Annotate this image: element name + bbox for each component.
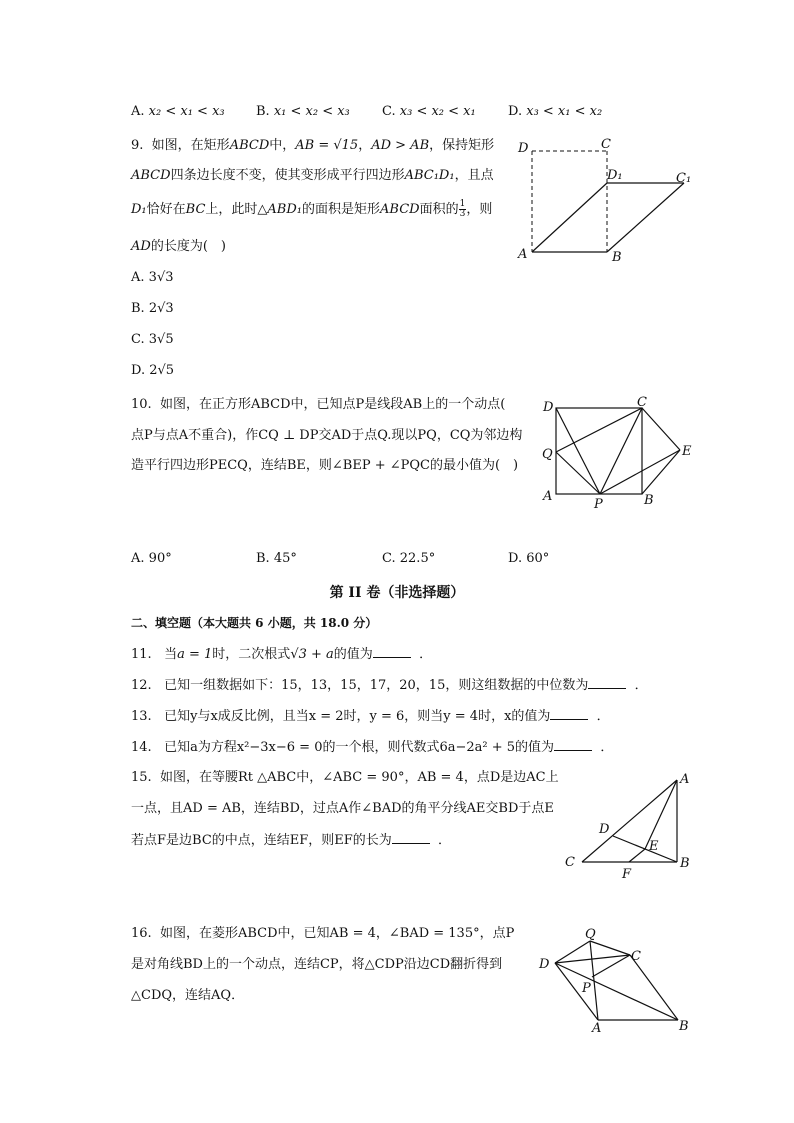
option-text: x₁ < x₂ < x₃ <box>273 104 350 119</box>
edge-cb <box>630 955 678 1020</box>
text: 面积的 <box>419 202 459 217</box>
option-label: A. <box>131 551 145 566</box>
text: 已知y与x成反比例，且当x = 2时，y = 6，则当y = 4时，x的值为 <box>164 709 551 724</box>
math: a = 1 <box>177 647 213 662</box>
option-text: 2√3 <box>148 301 174 316</box>
q10-option-a <box>131 551 172 566</box>
text: ，则 <box>466 202 493 217</box>
label-a: A <box>680 772 690 787</box>
label-p: P <box>582 981 591 996</box>
option-text: 90° <box>148 551 172 566</box>
label-c: C <box>631 949 641 964</box>
label-d: D <box>543 400 554 415</box>
q8-option-b <box>256 104 350 119</box>
text: 如图，在等腰Rt △ABC中，∠ABC = 90°，AB = 4，点D是边AC上 <box>159 770 559 785</box>
label-b: B <box>644 493 654 508</box>
label-d: D <box>539 957 550 972</box>
question-number: 12. <box>131 678 152 693</box>
label-b: B <box>612 250 622 265</box>
edge-bc1 <box>607 183 684 252</box>
text: 中， <box>269 138 296 153</box>
text: 四条边长度不变，使其变形成平行四边形 <box>170 168 405 183</box>
q9-line-1 <box>131 137 494 155</box>
option-label: C. <box>382 104 396 119</box>
q9-option-b <box>131 301 174 316</box>
text: 已知一组数据如下：15，13，15，17，20，15，则这组数据的中位数为 <box>164 678 589 693</box>
q15-line-1 <box>131 769 559 787</box>
q9-option-c <box>131 332 174 347</box>
question-number: 10. <box>131 397 152 412</box>
question-number: 9. <box>131 138 144 153</box>
label-c: C <box>637 395 647 410</box>
segment-ce <box>642 408 680 450</box>
q10-option-b <box>256 551 297 566</box>
option-text: 3√3 <box>148 270 174 285</box>
option-text: 45° <box>273 551 297 566</box>
label-c1: C₁ <box>676 171 692 186</box>
label-q: Q <box>585 927 596 942</box>
question-12 <box>131 676 648 695</box>
label-f: F <box>622 867 632 882</box>
label-a: A <box>592 1021 602 1036</box>
option-text: x₂ < x₁ < x₃ <box>148 104 225 119</box>
math: ABCD <box>229 138 270 153</box>
answer-blank[interactable] <box>554 738 592 751</box>
option-label: D. <box>508 104 523 119</box>
label-d1: D₁ <box>607 168 623 183</box>
q10-option-d <box>508 551 549 566</box>
question-13 <box>131 707 610 726</box>
option-text: 22.5° <box>399 551 436 566</box>
edge-da <box>555 963 598 1020</box>
math: BC <box>185 202 206 217</box>
edge-ca <box>582 780 677 862</box>
q8-option-d <box>508 104 602 119</box>
answer-blank[interactable] <box>373 645 411 658</box>
fill-section-header: 二、填空题（本大题共 6 小题，共 18.0 分） <box>131 616 378 630</box>
text: 时，二次根式 <box>212 647 291 662</box>
label-c: C <box>601 137 611 152</box>
q10-line-3 <box>131 457 518 475</box>
math-sqrt: √3 + a <box>290 647 334 662</box>
q9-figure <box>515 136 705 266</box>
q16-figure <box>535 926 705 1036</box>
q8-option-a <box>131 104 225 119</box>
q8-option-c <box>382 104 476 119</box>
text: 上，此时 <box>205 202 258 217</box>
diagonal-db <box>555 963 678 1020</box>
q15-figure <box>560 770 700 885</box>
segment-fe <box>629 849 645 862</box>
q10-option-c <box>382 551 435 566</box>
q9-option-a <box>131 270 174 285</box>
text: 如图，在正方形ABCD中，已知点P是线段AB上的一个动点( <box>159 397 506 412</box>
q10-figure <box>540 396 710 511</box>
section-title: 第 II 卷（非选择题） <box>329 585 465 601</box>
label-d: D <box>518 141 529 156</box>
text: 的值为 <box>333 647 373 662</box>
option-label: C. <box>382 551 396 566</box>
text: 的长度为( ) <box>150 239 226 254</box>
denominator: 3 <box>459 209 466 219</box>
square-abcd <box>556 408 642 494</box>
numerator: 1 <box>459 199 466 209</box>
label-a: A <box>543 489 553 504</box>
edge-ad1 <box>532 183 607 252</box>
answer-blank[interactable] <box>588 676 626 689</box>
label-a: A <box>518 247 528 262</box>
math: ABCD <box>131 168 171 183</box>
text: 已知a为方程x²−3x−6 = 0的一个根，则代数式6a−2a² + 5的值为 <box>164 740 555 755</box>
question-14 <box>131 738 613 757</box>
segment-pe <box>600 450 680 494</box>
math: AD <box>131 239 151 254</box>
label-p: P <box>594 497 603 512</box>
math: AB = √15 <box>295 138 359 153</box>
answer-blank[interactable] <box>392 831 430 844</box>
text: 如图，在矩形 <box>151 138 230 153</box>
text: △CDQ，连结AQ． <box>131 988 245 1003</box>
question-number: 15. <box>131 770 152 785</box>
question-number: 16. <box>131 926 152 941</box>
q9-option-d <box>131 363 174 378</box>
option-text: 60° <box>526 551 550 566</box>
option-label: C. <box>131 332 145 347</box>
label-b: B <box>680 856 690 871</box>
question-11 <box>131 645 432 664</box>
segment-be <box>642 450 680 494</box>
segment-pc <box>600 408 642 494</box>
text: ． <box>438 833 452 848</box>
segment-qc <box>590 941 630 955</box>
q16-line-3 <box>131 987 244 1005</box>
q15-line-2 <box>131 800 554 818</box>
text: ，且点 <box>454 168 494 183</box>
math: ABCD <box>380 202 420 217</box>
text: 如图，在菱形ABCD中，已知AB = 4，∠BAD = 135°，点P <box>159 926 515 941</box>
q10-line-1 <box>131 396 505 414</box>
q16-line-1 <box>131 925 514 943</box>
text: 当 <box>164 647 178 662</box>
answer-blank[interactable] <box>550 707 588 720</box>
question-number: 14. <box>131 740 152 755</box>
segment-qc <box>556 408 642 452</box>
text: 造平行四边形PECQ，连结BE，则∠BEP + ∠PQC的最小值为( ) <box>131 458 519 473</box>
option-label: B. <box>256 104 270 119</box>
option-text: 2√5 <box>149 363 175 378</box>
question-number: 13. <box>131 709 152 724</box>
option-label: D. <box>508 551 523 566</box>
text: 点P与点A不重合)，作CQ ⊥ DP交AD于点Q.现以PQ，CQ为邻边构 <box>131 428 523 443</box>
q16-line-2 <box>131 956 502 974</box>
text: ． <box>596 709 610 724</box>
label-e: E <box>682 444 692 459</box>
label-b: B <box>679 1019 689 1034</box>
label-d: D <box>599 822 610 837</box>
text: ． <box>634 678 648 693</box>
question-number: 11. <box>131 647 152 662</box>
option-text: 3√5 <box>148 332 174 347</box>
q15-line-3 <box>131 831 451 850</box>
option-label: A. <box>131 104 145 119</box>
segment-qp <box>556 452 600 494</box>
q9-line-4 <box>131 238 226 256</box>
math: D₁ <box>131 202 147 217</box>
q9-line-2 <box>131 167 494 185</box>
option-label: D. <box>131 363 146 378</box>
text: ． <box>419 647 433 662</box>
math: AD > AB <box>371 138 430 153</box>
text: ，保持矩形 <box>429 138 495 153</box>
q10-line-2 <box>131 427 522 445</box>
label-e: E <box>649 839 659 854</box>
option-label: B. <box>256 551 270 566</box>
label-c: C <box>565 855 575 870</box>
math: ABC₁D₁ <box>404 168 455 183</box>
text: 一点，且AD = AB，连结BD，过点A作∠BAD的角平分线AE交BD于点E <box>131 801 554 816</box>
math: △ABD₁ <box>257 202 302 217</box>
option-label: B. <box>131 301 145 316</box>
segment-qa <box>590 941 598 1020</box>
option-text: x₃ < x₂ < x₁ <box>399 104 476 119</box>
q9-line-3 <box>131 200 492 219</box>
text: 的面积是矩形 <box>302 202 381 217</box>
option-text: x₃ < x₁ < x₂ <box>526 104 603 119</box>
text: 恰好在 <box>146 202 186 217</box>
text: ， <box>358 138 372 153</box>
segment-dp <box>556 408 600 494</box>
text: 是对角线BD上的一个动点，连结CP，将△CDP沿边CD翻折得到 <box>131 957 503 972</box>
text: ． <box>600 740 614 755</box>
label-q: Q <box>542 447 553 462</box>
option-label: A. <box>131 270 145 285</box>
text: 若点F是边BC的中点，连结EF，则EF的长为 <box>131 833 392 848</box>
